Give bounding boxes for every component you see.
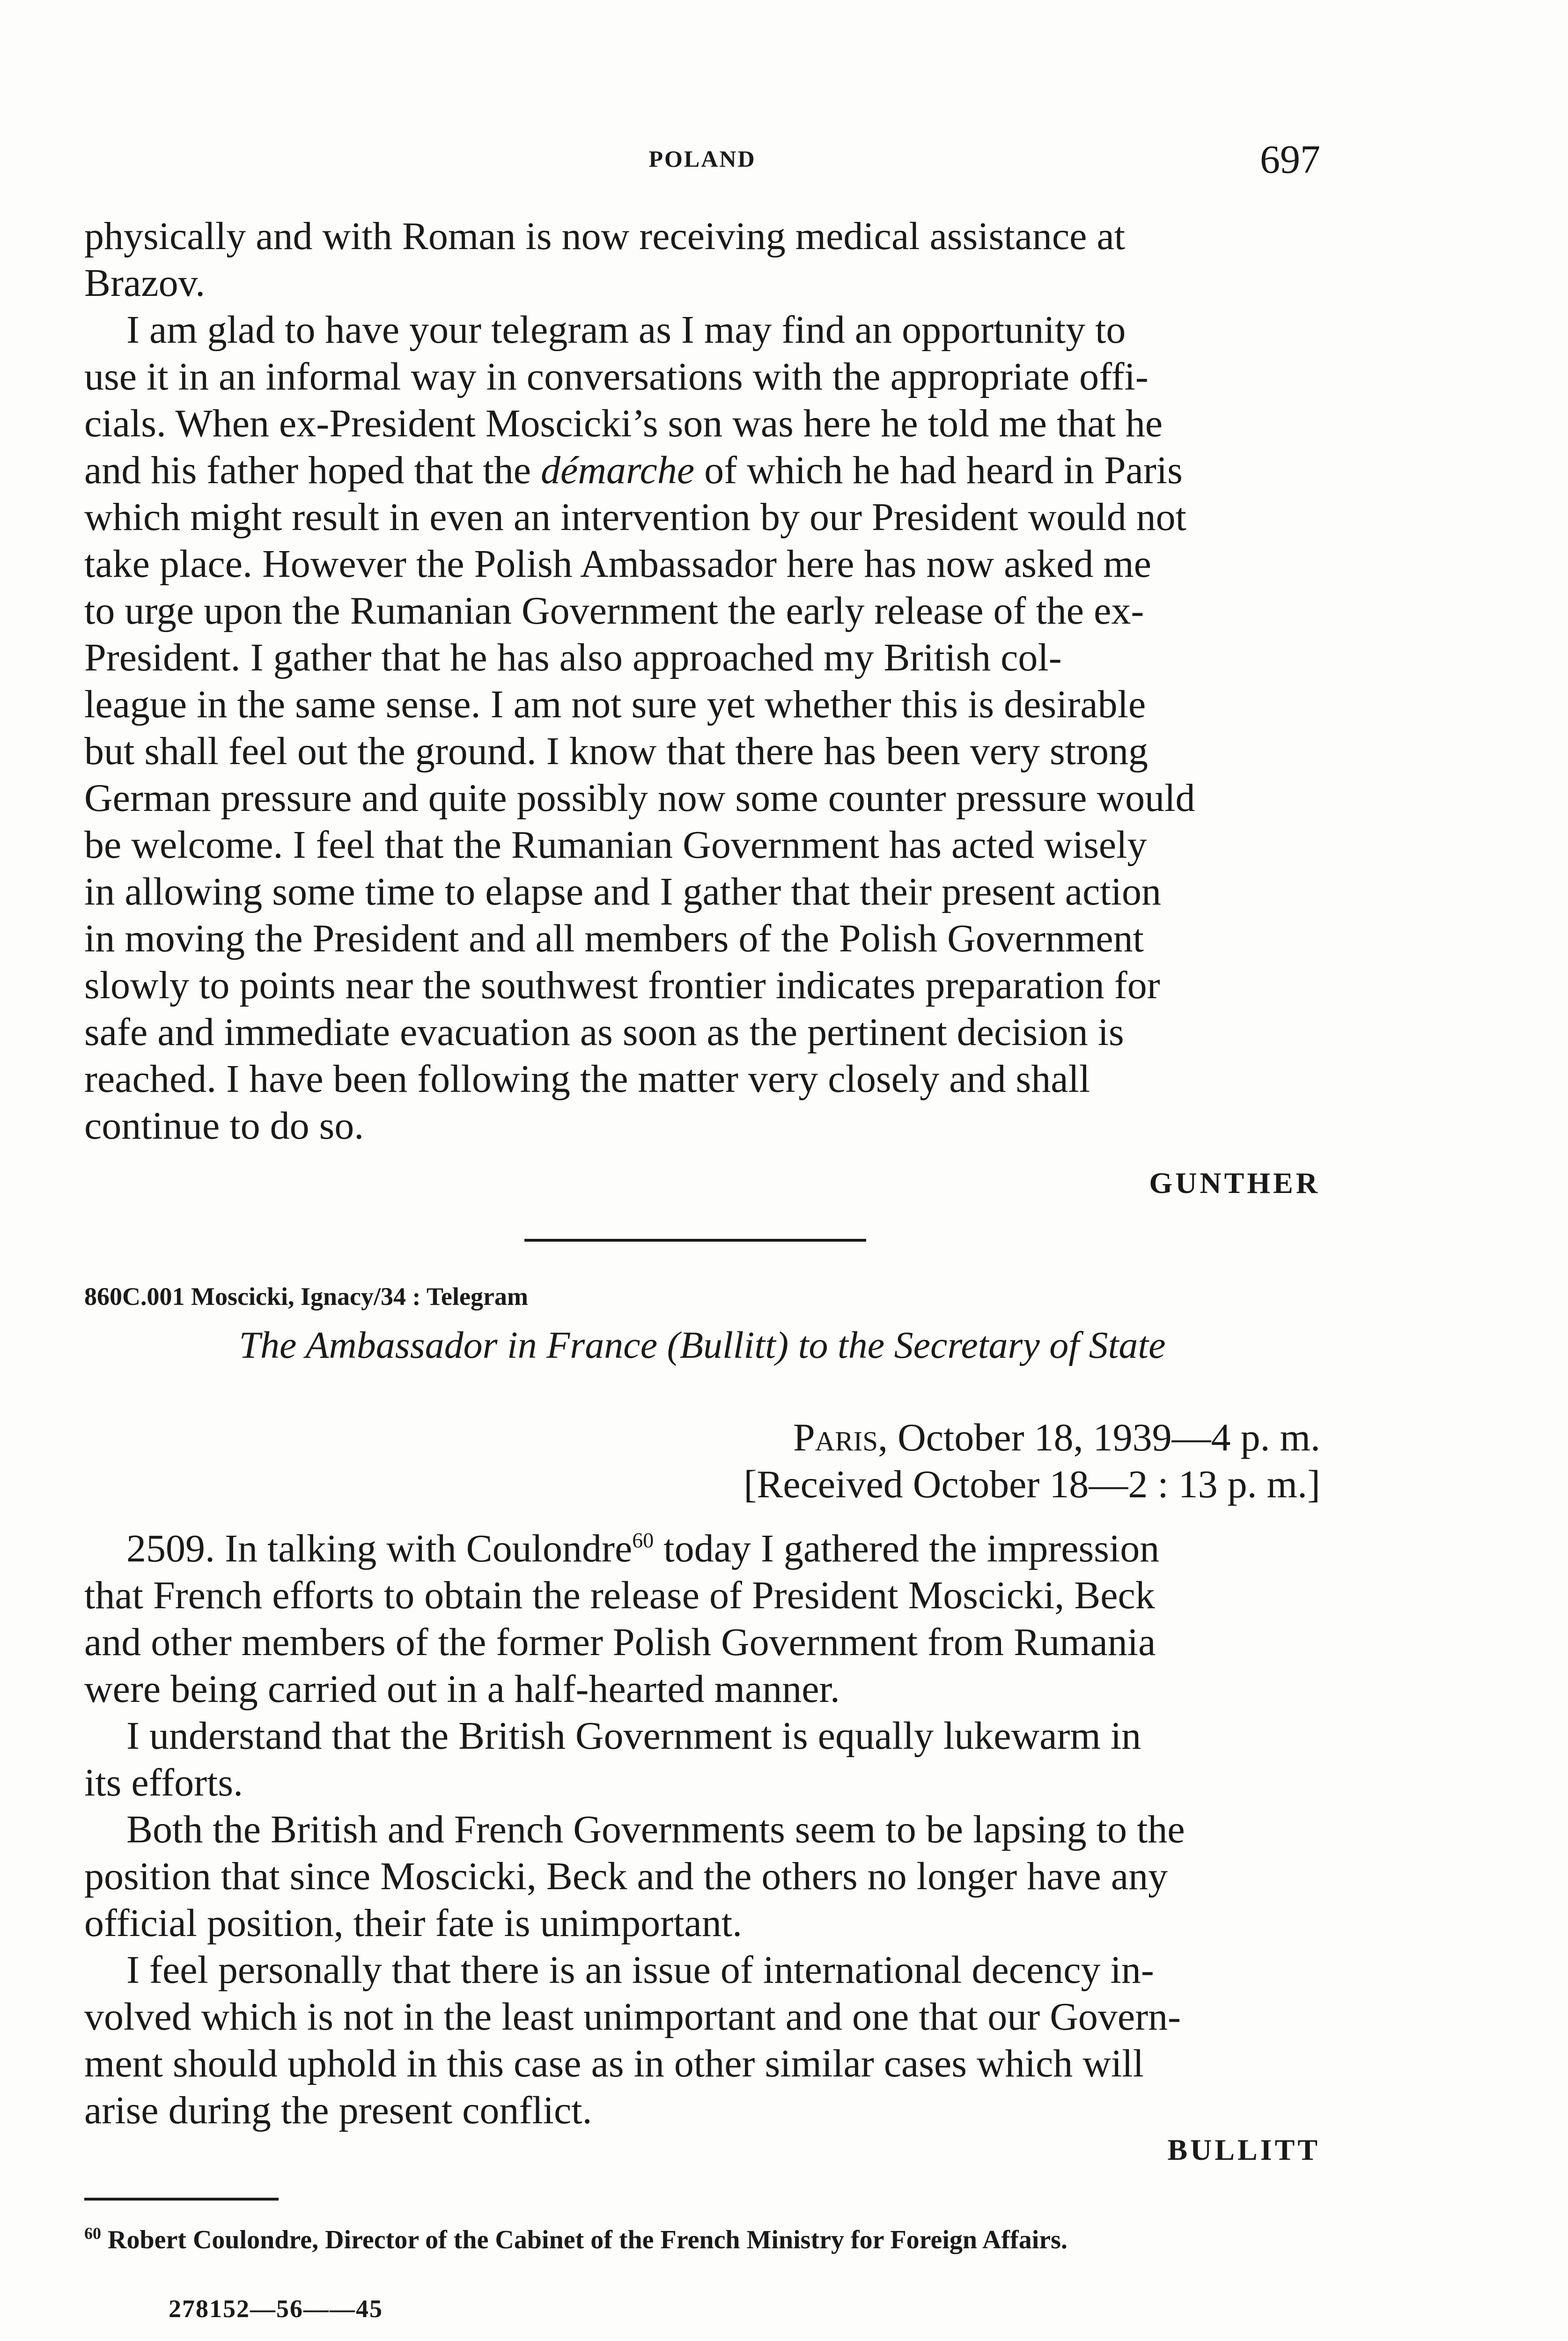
text-line: which might result in even an intervention by our President would not [84,495,1186,539]
text-line: were being carried out in a half-hearted manner. [84,1667,840,1711]
text-line: I understand that the British Government is equally lukewarm in [126,1714,1141,1758]
print-code: 278152—56——45 [169,2295,383,2323]
footnote [84,2218,1320,2255]
text-line: in moving the President and all members of the Polish Government [84,917,1144,960]
text-line: official position, their fate is unimportant. [84,1901,743,1945]
text-line: cials. When ex-President Moscicki’s son was here he told me that he [84,402,1163,445]
file-reference: 860C.001 Moscicki, Ignacy/34 : Telegram [84,1282,528,1310]
text-line: Both the British and French Governments seem to be lapsing to the [126,1808,1185,1851]
bullitt-telegram-body [84,1517,1320,2134]
text-line: reached. I have been following the matter very closely and shall [84,1057,1090,1101]
footnote-marker: 60 [84,2224,101,2243]
footnote-rule [84,2198,279,2201]
section-divider [524,1239,866,1242]
running-head-title: POLAND [648,146,756,172]
signature-gunther: GUNTHER [1149,1166,1320,1200]
paragraph [84,307,1320,1149]
text-line: position that since Moscicki, Beck and the others no longer have any [84,1855,1168,1898]
text-line: be welcome. I feel that the Rumanian Government has acted wisely [84,823,1147,867]
text-line: arise during the present conflict. [84,2089,592,2132]
text-line: that French efforts to obtain the release of President Moscicki, Beck [84,1574,1155,1617]
paragraph-continuation [84,213,1320,307]
text-fragment: and his father hoped that the [84,449,541,492]
page-number: 697 [1260,137,1320,182]
text-line: volved which is not in the least unimportant and one that our Govern- [84,1995,1181,2039]
text-line: slowly to points near the southwest frontier indicates preparation for [84,964,1160,1007]
running-head [84,136,1320,187]
text-line-demarche [84,449,1183,492]
text-line: ment should uphold in this case as in other similar cases which will [84,2042,1144,2085]
text-line: Brazov. [84,261,206,305]
paragraph [84,1713,1320,1806]
dateline-date: , October 18, 1939—4 p. m. [878,1416,1320,1459]
paragraph [84,1947,1320,2134]
text-line: league in the same sense. I am not sure yet whether this is desirable [84,683,1146,726]
text-line: take place. However the Polish Ambassador here has now asked me [84,542,1151,586]
footnote-text: Robert Coulondre, Director of the Cabinet of the French Ministry for Foreign Affairs. [101,2225,1067,2254]
text-fragment: today I gathered the impression [654,1527,1160,1570]
dateline-city: Paris [793,1416,878,1459]
text-line: in allowing some time to elapse and I gather that their present action [84,870,1161,913]
paragraph [84,1517,1320,1713]
text-fragment: of which he had heard in Paris [694,449,1183,492]
text-line: its efforts. [84,1761,243,1804]
text-line: German pressure and quite possibly now some counter pressure would [84,776,1195,820]
received-line: [Received October 18—2 : 13 p. m.] [744,1463,1320,1506]
text-line: but shall feel out the ground. I know that there has been very strong [84,729,1148,773]
paragraph [84,1806,1320,1947]
text-line: and other members of the former Polish Government from Rumania [84,1620,1156,1664]
text-fragment: 2509. In talking with Coulondre [126,1527,633,1570]
dateline [793,1415,1320,1460]
text-line: I feel personally that there is an issue of international decency in- [126,1948,1154,1992]
text-line: President. I gather that he has also approached my British col- [84,636,1062,679]
document-title: The Ambassador in France (Bullitt) to the Secretary of State [239,1324,1166,1366]
signature-bullitt: BULLITT [1167,2133,1320,2166]
italic-word-demarche: démarche [541,449,695,492]
text-line [126,1527,1159,1570]
text-line: use it in an informal way in conversations with the appropriate offi- [84,355,1148,398]
text-line: I am glad to have your telegram as I may find an opportunity to [126,308,1126,352]
footnote-reference: 60 [632,1528,654,1552]
gunther-telegram-body [84,213,1320,1149]
text-line: physically and with Roman is now receiving medical assistance at [84,214,1126,258]
text-line: safe and immediate evacuation as soon as the pertinent decision is [84,1010,1124,1054]
text-line: continue to do so. [84,1104,364,1148]
text-line: to urge upon the Rumanian Government the early release of the ex- [84,589,1144,633]
